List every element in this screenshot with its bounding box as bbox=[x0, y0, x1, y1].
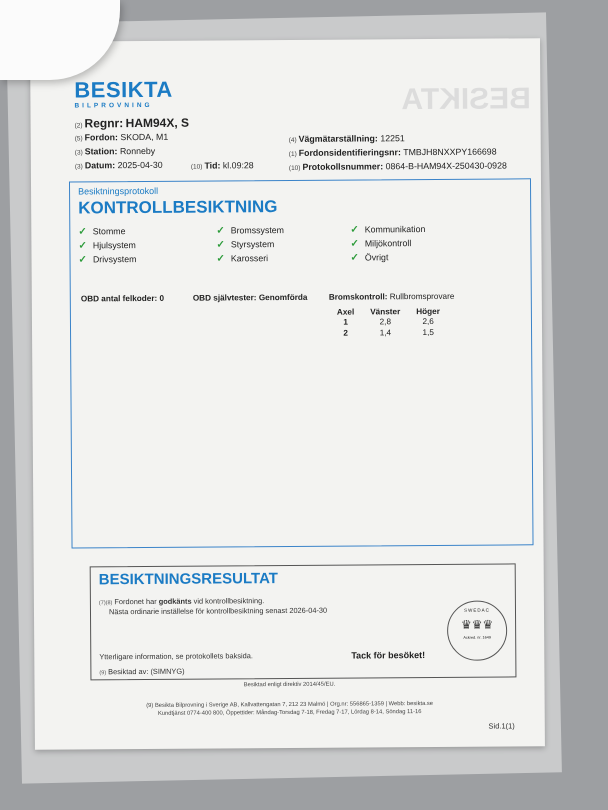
brake-table-header: Axel Vänster Höger bbox=[336, 306, 440, 317]
station-field: (3) Station: Ronneby bbox=[74, 145, 156, 157]
thanks-text: Tack för besöket! bbox=[351, 650, 426, 661]
check-icon: ✓ bbox=[78, 226, 87, 238]
protocol-caption: Besiktningsprotokoll bbox=[78, 185, 159, 197]
check-item: ✓ Stomme bbox=[78, 226, 126, 238]
info-text: Ytterligare information, se protokollets baksida. bbox=[99, 651, 253, 662]
check-item: ✓ Kommunikation bbox=[350, 224, 426, 236]
result-title: BESIKTNINGSRESULTAT bbox=[98, 570, 278, 589]
fordon-field: (5) Fordon: SKODA, M1 bbox=[74, 131, 169, 143]
check-item: ✓ Hjulsystem bbox=[78, 240, 136, 252]
result-line: (7)(8) Fordonet har godkänts vid kontrollbesiktning. bbox=[98, 596, 265, 607]
check-icon: ✓ bbox=[350, 252, 359, 264]
company-text: (9) Besikta Bilprovning i Sverige AB, Kallvattengatan 7, 212 23 Malmö | Org.nr: 556865-1359 | Webb: besikta.se bbox=[146, 700, 434, 709]
inspection-document bbox=[30, 38, 545, 750]
check-icon: ✓ bbox=[216, 253, 225, 265]
protocol-number-field: (10) Protokollsnummer: 0864-B-HAM94X-250430-0928 bbox=[288, 160, 507, 172]
show-through-text: BESIKTA bbox=[400, 82, 531, 117]
result-box bbox=[90, 563, 517, 680]
check-icon: ✓ bbox=[216, 225, 225, 237]
check-item: ✓ Karosseri bbox=[216, 253, 269, 265]
next-inspection: Nästa ordinarie inställelse för kontrollbesiktning senast 2026-04-30 bbox=[108, 605, 328, 617]
protocol-box bbox=[69, 178, 534, 548]
check-icon: ✓ bbox=[350, 238, 359, 250]
table-row: 1 2,8 2,6 bbox=[343, 316, 434, 327]
table-row: 2 1,4 1,5 bbox=[343, 327, 434, 338]
check-item: ✓ Bromssystem bbox=[216, 225, 285, 237]
check-item: ✓ Styrsystem bbox=[216, 239, 275, 251]
check-icon: ✓ bbox=[78, 254, 87, 266]
swedac-seal: SWEDAC ♛♛♛ Ackred. nr. 1649 bbox=[447, 600, 507, 660]
datum-field: (3) Datum: 2025-04-30 bbox=[74, 159, 163, 171]
hours-text: Kundtjänst 0774-400 800, Öppettider: Måndag-Torsdag 7-18, Fredag 7-17, Lördag 8-14, Söndag 11-16 bbox=[157, 709, 422, 717]
brake-table bbox=[329, 307, 448, 339]
check-item: ✓ Drivsystem bbox=[78, 254, 137, 266]
protocol-title: KONTROLLBESIKTNING bbox=[78, 197, 278, 218]
inspector: (9) Besiktad av: (SIMNYG) bbox=[99, 666, 185, 677]
tid-field: (10) Tid: kl.09:28 bbox=[190, 160, 254, 171]
obd-selftests: OBD självtester: Genomförda bbox=[192, 292, 308, 303]
check-icon: ✓ bbox=[78, 240, 87, 252]
obd-faults: OBD antal felkoder: 0 bbox=[80, 293, 165, 304]
vin-field: (1) Fordonsidentifieringsnr: TMBJH8NXXPY166698 bbox=[288, 146, 497, 158]
besikta-logo: BESIKTA BILPROVNING bbox=[74, 76, 173, 110]
check-icon: ✓ bbox=[350, 224, 359, 236]
directive-text: Besiktad enligt direktiv 2014/45/EU. bbox=[243, 681, 336, 689]
check-item: ✓ Miljökontroll bbox=[350, 238, 412, 250]
check-icon: ✓ bbox=[216, 239, 225, 251]
crowns-icon: ♛♛♛ bbox=[460, 617, 494, 632]
page-number: Sid.1(1) bbox=[488, 721, 515, 731]
regnr-field: (2) Regnr: HAM94X, S bbox=[74, 115, 190, 131]
brake-check: Bromskontroll: Rullbromsprovare bbox=[328, 291, 455, 302]
odometer-field: (4) Vägmätarställning: 12251 bbox=[288, 133, 405, 144]
check-item: ✓ Övrigt bbox=[350, 252, 389, 264]
